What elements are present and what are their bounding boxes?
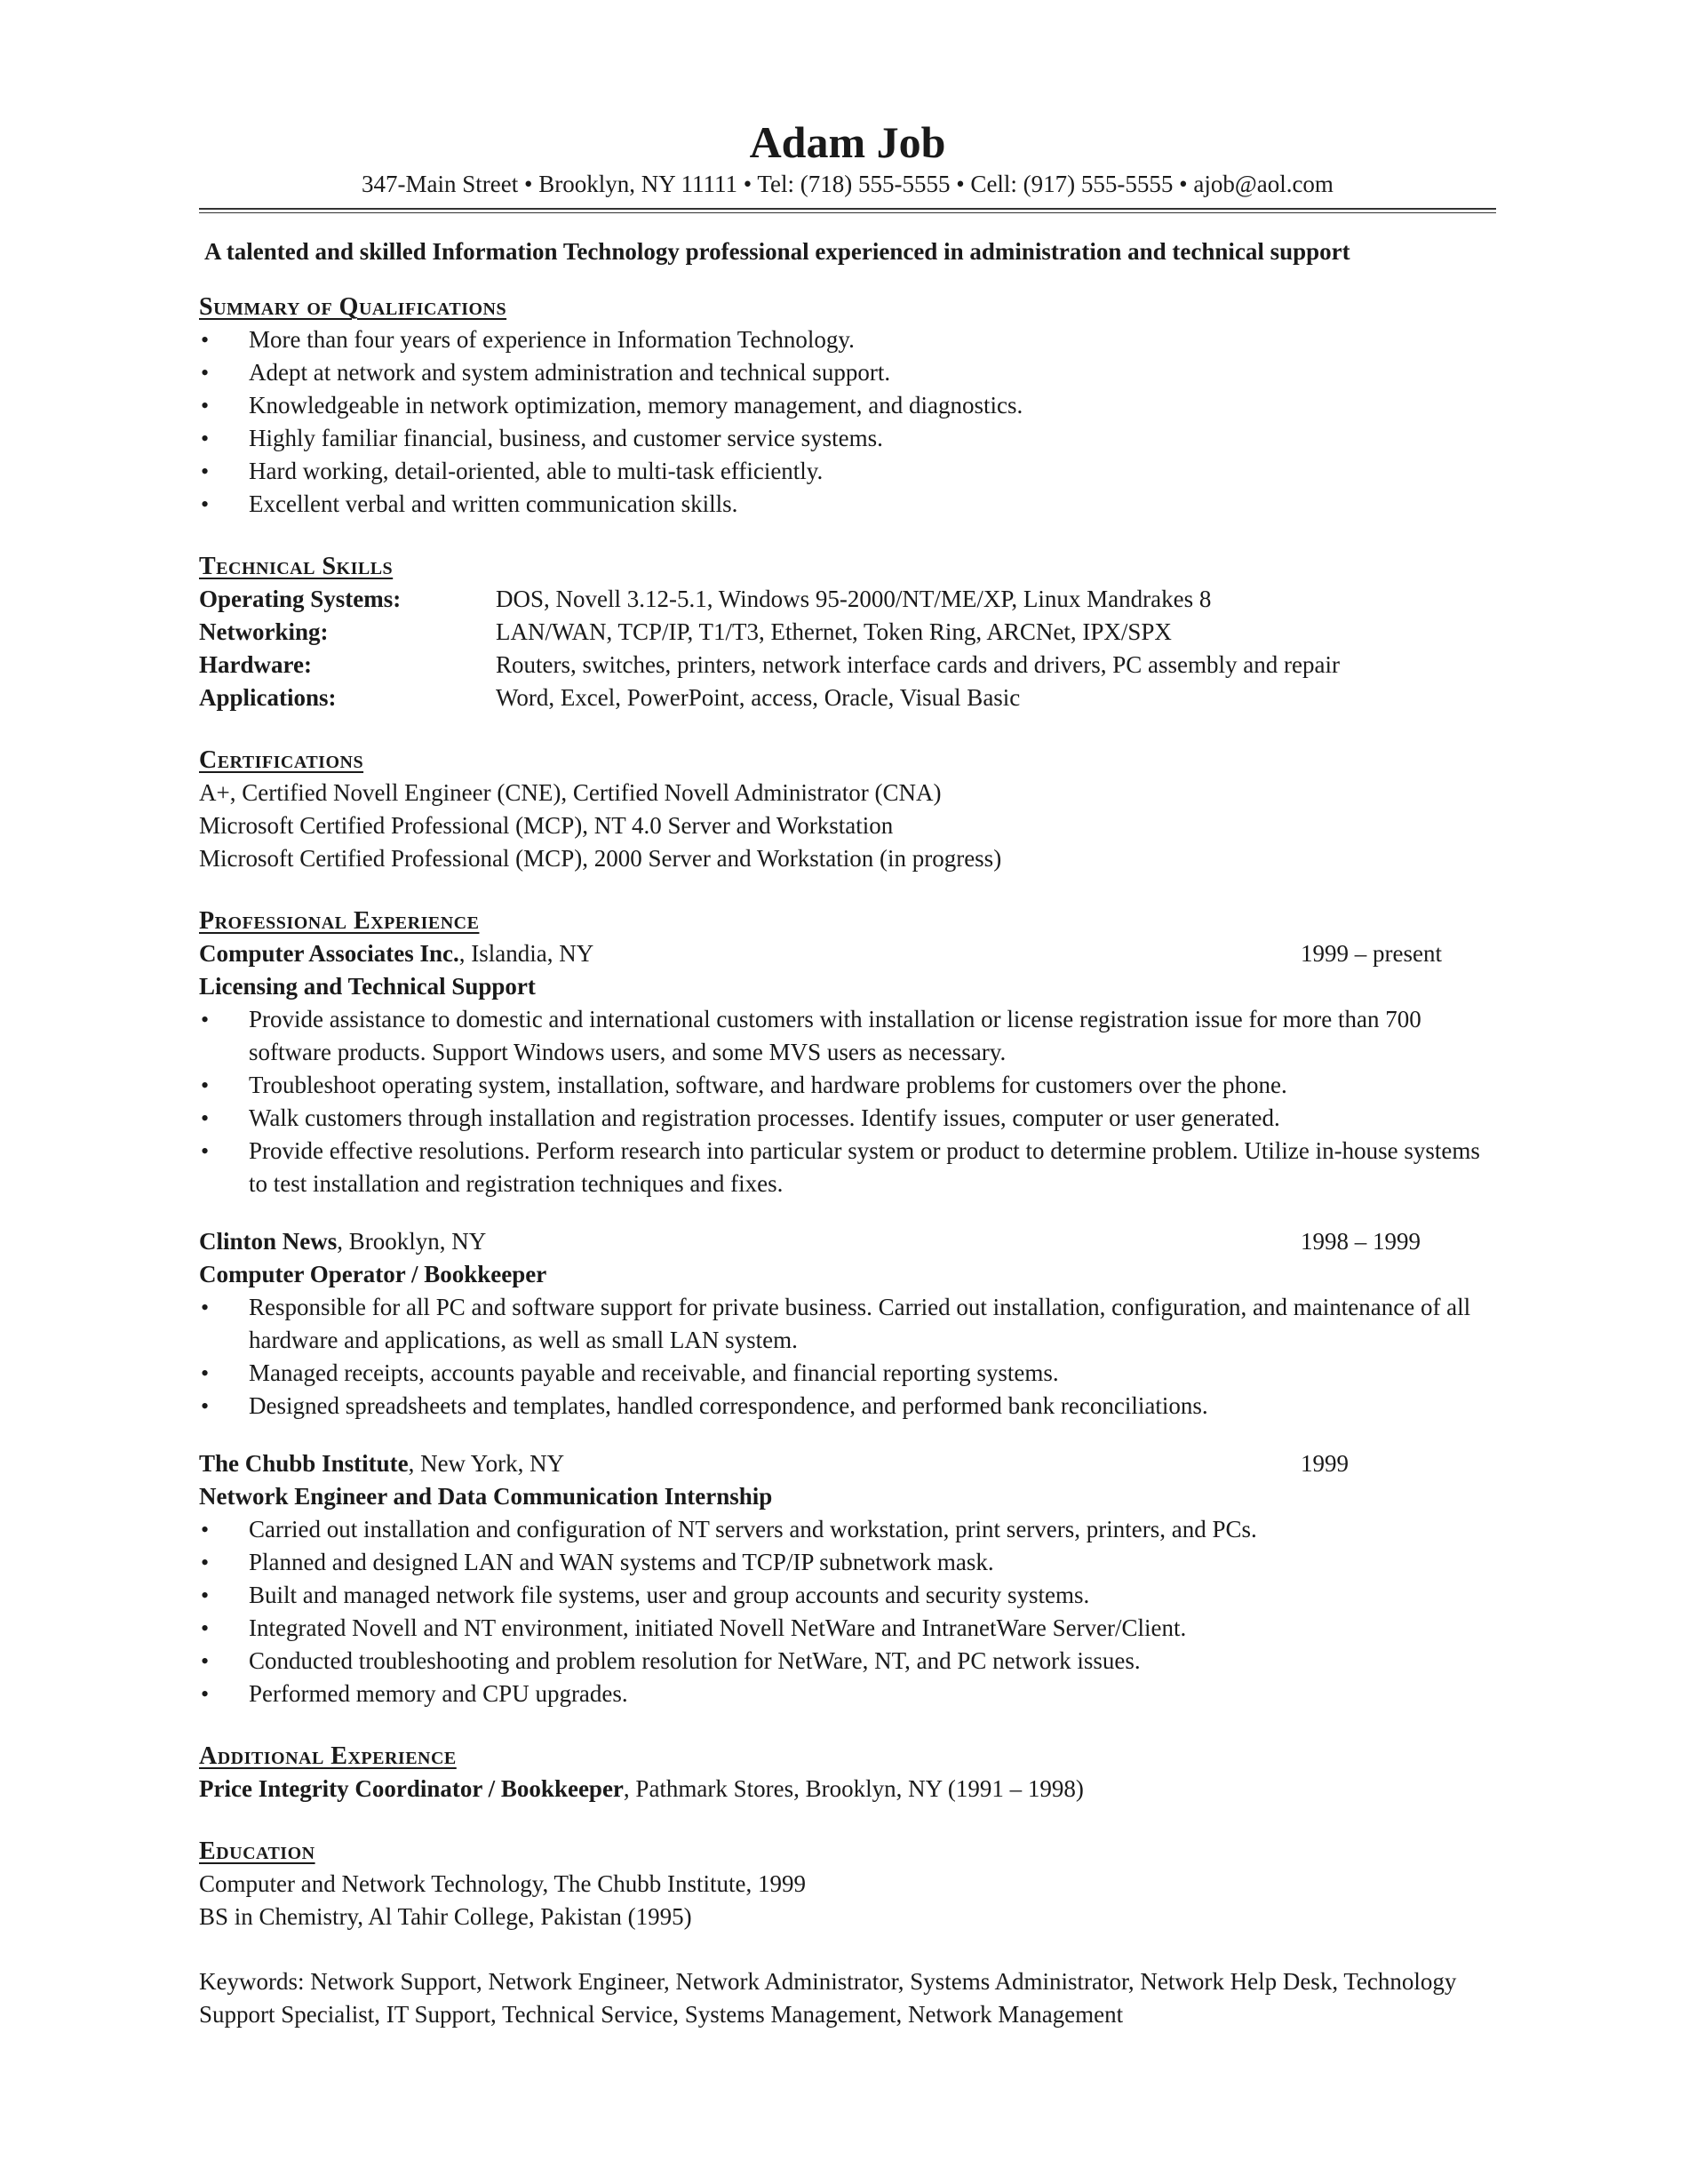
list-item: • Walk customers through installation and registration processes. Identify issues, computer or user generated.: [199, 1102, 1496, 1135]
skill-label: Operating Systems:: [199, 586, 402, 612]
list-item: • Troubleshoot operating system, installation, software, and hardware problems for customers over the phone.: [199, 1069, 1496, 1102]
list-item: • Managed receipts, accounts payable and receivable, and financial reporting systems.: [199, 1357, 1496, 1390]
job-duties: [199, 1003, 1496, 1200]
list-item: • Responsible for all PC and software support for private business. Carried out installation, configuration, and maintenance of all hardware and applications, as well as small LAN system.: [199, 1291, 1496, 1357]
contact-line: 347-Main Street • Brooklyn, NY 11111 • Tel: (718) 555-5555 • Cell: (917) 555-5555 • ajob@aol.com: [362, 171, 1334, 197]
resume-page: [199, 116, 1496, 2031]
list-item: • Conducted troubleshooting and problem resolution for NetWare, NT, and PC network issues.: [199, 1645, 1496, 1678]
job-entry: [199, 1447, 1496, 1710]
job-company: The Chubb Institute: [199, 1450, 409, 1477]
list-item: • Provide assistance to domestic and international customers with installation or license registration issue for more than 700 software products. Support Windows users, and some MVS users as necessary.: [199, 1003, 1496, 1069]
job-employer: [199, 1447, 564, 1480]
list-item: • Knowledgeable in network optimization, memory management, and diagnostics.: [199, 389, 1496, 422]
job-location: , Islandia, NY: [458, 940, 594, 967]
list-item: • Integrated Novell and NT environment, initiated Novell NetWare and IntranetWare Server/Client.: [199, 1612, 1496, 1645]
list-item: • Carried out installation and configuration of NT servers and workstation, print servers, printers, and PCs.: [199, 1513, 1496, 1546]
job-entry: [199, 937, 1496, 1200]
list-item: • Highly familiar financial, business, and customer service systems.: [199, 422, 1496, 455]
certification-line: Microsoft Certified Professional (MCP), 2000 Server and Workstation (in progress): [199, 845, 1002, 872]
list-item: • Built and managed network file systems, user and group accounts and security systems.: [199, 1579, 1496, 1612]
list-item: • Designed spreadsheets and templates, handled correspondence, and performed bank reconciliations.: [199, 1390, 1496, 1423]
list-item: • Performed memory and CPU upgrades.: [199, 1678, 1496, 1710]
list-item: • Provide effective resolutions. Perform research into particular system or product to determine problem. Utilize in-house systems to test installation and registration techniques and fixes.: [199, 1135, 1496, 1200]
keywords: Keywords: Network Support, Network Engineer, Network Administrator, Systems Administrator, Network Help Desk, Technology Support Specialist, IT Support, Technical Service, Systems Management, Network Management: [199, 1968, 1457, 2028]
section-title-education: Education: [199, 1837, 315, 1865]
job-company: Clinton News: [199, 1228, 338, 1255]
list-item: • Excellent verbal and written communication skills.: [199, 488, 1496, 521]
job-location: , New York, NY: [408, 1450, 565, 1477]
additional-role: Price Integrity Coordinator / Bookkeeper: [199, 1775, 624, 1802]
section-title-summary: Summary of Qualifications: [199, 293, 507, 321]
job-role: Computer Operator / Bookkeeper: [199, 1261, 547, 1287]
candidate-name: Adam Job: [749, 117, 946, 167]
job-duties: [199, 1291, 1496, 1423]
job-role: Network Engineer and Data Communication Internship: [199, 1483, 773, 1510]
skill-value: Routers, switches, printers, network interface cards and drivers, PC assembly and repair: [496, 651, 1340, 678]
job-role: Licensing and Technical Support: [199, 973, 536, 1000]
education-line: BS in Chemistry, Al Tahir College, Pakistan (1995): [199, 1903, 692, 1930]
skill-label: Networking:: [199, 618, 329, 645]
job-header: [199, 937, 1496, 970]
job-location: , Brooklyn, NY: [337, 1228, 487, 1255]
job-dates: 1998 – 1999: [1301, 1228, 1421, 1255]
job-dates: 1999: [1301, 1450, 1349, 1477]
job-entry: [199, 1225, 1496, 1423]
skill-value: DOS, Novell 3.12-5.1, Windows 95-2000/NT/ME/XP, Linux Mandrakes 8: [496, 586, 1212, 612]
job-duties: [199, 1513, 1496, 1710]
job-dates: 1999 – present: [1301, 940, 1442, 967]
section-title-additional-experience: Additional Experience: [199, 1742, 457, 1770]
certification-line: Microsoft Certified Professional (MCP), NT 4.0 Server and Workstation: [199, 812, 894, 839]
skill-value: Word, Excel, PowerPoint, access, Oracle, Visual Basic: [496, 684, 1021, 711]
job-header: [199, 1447, 1496, 1480]
section-title-experience: Professional Experience: [199, 907, 480, 935]
job-header: [199, 1225, 1496, 1258]
section-title-technical-skills: Technical Skills: [199, 553, 394, 580]
additional-detail: , Pathmark Stores, Brooklyn, NY (1991 – 1998): [623, 1775, 1084, 1802]
tagline: A talented and skilled Information Technology professional experienced in administration and technical support: [204, 238, 1350, 265]
certification-line: A+, Certified Novell Engineer (CNE), Certified Novell Administrator (CNA): [199, 779, 942, 806]
job-employer: [199, 1225, 486, 1258]
list-item: • More than four years of experience in Information Technology.: [199, 323, 1496, 356]
section-title-certifications: Certifications: [199, 746, 364, 774]
education-line: Computer and Network Technology, The Chubb Institute, 1999: [199, 1870, 807, 1897]
additional-experience-line: [199, 1773, 1496, 1805]
job-employer: [199, 937, 593, 970]
list-item: • Hard working, detail-oriented, able to multi-task efficiently.: [199, 455, 1496, 488]
skill-value: LAN/WAN, TCP/IP, T1/T3, Ethernet, Token Ring, ARCNet, IPX/SPX: [496, 618, 1172, 645]
skills-table: [199, 583, 1496, 714]
list-item: • Planned and designed LAN and WAN systems and TCP/IP subnetwork mask.: [199, 1546, 1496, 1579]
job-company: Computer Associates Inc.: [199, 940, 459, 967]
summary-list: [199, 323, 1496, 521]
skill-label: Applications:: [199, 684, 337, 711]
skill-label: Hardware:: [199, 651, 312, 678]
header-divider: [199, 208, 1496, 213]
list-item: • Adept at network and system administration and technical support.: [199, 356, 1496, 389]
